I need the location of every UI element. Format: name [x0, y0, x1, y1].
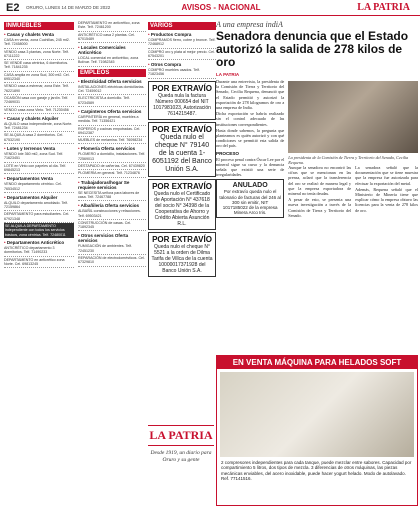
article-column: [288, 79, 418, 220]
classified-ad: ELECTRICISTA a domicilio. Telf. 67234589: [78, 95, 146, 107]
classifieds-column-3: [148, 20, 216, 422]
classified-ad: CONSTRUCCIÓN de casas. Cel. 71892345: [78, 220, 146, 232]
classifieds-column-1: [4, 20, 74, 510]
classified-ad: SE NECESITA señora para labores de casa. Telf. 72467788: [78, 190, 146, 202]
article-subcolumns: [288, 165, 418, 219]
article-column: [216, 79, 284, 220]
classified-ad: VENDO casa zona Vinto. Telf. 71230456: [4, 107, 74, 114]
page-header: [0, 0, 420, 16]
classified-ad: COMPRO muebles usados. Telf. 71823456: [148, 67, 216, 79]
classified-ad: SE VENDE casa céntrica, 6 dormitorios. Telf. 71841235: [4, 60, 74, 72]
classified-ad: COMPRAMOS fierro, cobre y bronce. Telf. 72468912: [148, 37, 216, 49]
issue-date: ORURO, LUNES 14 DE MARZO DE 2022: [26, 5, 111, 10]
subcategory-heading: • Departamentos Anticrético: [4, 240, 74, 245]
classified-ad: DEPARTAMENTO para estudiantes. Cel. 67921348: [4, 211, 74, 223]
article-paragraph: Durante una entrevista, la presidenta de la Comisión de Tierra y Territorio del Senado, Cecilia Requena, denunció que el Estado permitió y autorizó la exportación de 278 kilogramos de oro a una empresa de India.: [216, 79, 285, 111]
category-varios: VARIOS: [148, 22, 216, 30]
notice-title: POR EXTRAVÍO: [152, 83, 212, 93]
article-paragraph: El proceso penal contra Óscar Lee por el mineral sigue su curso y la denuncia señala que existió una serie de irregularidades.: [216, 156, 285, 178]
article-subheading: PROCESO: [216, 150, 239, 156]
classified-ad: ALQUILO casa independiente, zona Norte. Telf. 72481234: [4, 121, 74, 133]
classified-ad: COMPRO oro y plata al mejor precio. Cel. 67543201: [148, 49, 216, 61]
classified-ad: CARPINTERÍA en general, muebles a medida. Telf. 71356421: [78, 114, 146, 126]
article-paragraph: Además, Requena señaló que el Ministerio de Minería tiene que explicar cómo la empresa obtuvo las licencias para la venta de 278 kilos de oro.: [355, 186, 418, 213]
subcategory-heading: • Casas y chalets Alquiler: [4, 116, 74, 121]
notice-title: POR EXTRAVÍO: [152, 124, 212, 134]
newspaper-promo: [148, 425, 214, 505]
classified-ad: VENDO casa a estrenar, zona Este. Telf. 76221890: [4, 83, 74, 95]
subcategory-heading: • Albañilería Oferta servicios: [78, 203, 146, 208]
subcategory-heading: • Departamentos Venta: [4, 176, 74, 181]
ad-title: EN VENTA MÁQUINA PARA HELADOS SOFT: [217, 356, 417, 369]
article-column: [355, 165, 418, 219]
article-body: [216, 79, 418, 220]
classified-ad: LOCAL comercial en anticrético, zona Bolívar. Telf. 71982345: [78, 55, 146, 67]
promo-logo: LA PATRIA: [148, 425, 214, 446]
newspaper-brand: LA PATRIA: [357, 2, 410, 13]
extravio-notice: [148, 122, 216, 177]
highlighted-ad: SE ALQUILA DEPARTAMENTO independiente con todos los servicios básicos, zona céntrica. Telf. 72480011: [4, 223, 74, 238]
notice-body: Por extravío queda nulo el talonario de facturas del 246 al 300 sin emitir, NIT 1017185022 de la empresa Minera Arco Iris.: [219, 189, 281, 216]
article-paragraph: A pesar de esto, se presenta una nueva investigación a través de la Comisión de Tierra y Territorio del Senado.: [288, 197, 352, 218]
classified-ad: DEPARTAMENTO en anticrético, zona Este. Telf. 72461200: [78, 20, 146, 32]
notice-body: Queda nula la factura Número 000654 del NIT 1017981023, Autorización 7614215487.: [153, 92, 211, 117]
subcategory-heading: • Electricidad Oferta servicios: [78, 79, 146, 84]
classified-ad: ALQUILO departamento amoblado. Telf. 72159864: [4, 200, 74, 212]
subcategory-heading: • Carpinteros Oferta servicios: [78, 109, 146, 114]
classified-ad: SE ALQUILA casa 2 dormitorios. Cel. 67532190: [4, 132, 74, 144]
classified-ad: OCASIÓN casa con garaje y jardín. Telf. 72469031: [4, 95, 74, 107]
classified-ad: PLOMERÍA en general. Telf. 71234876: [78, 170, 146, 177]
notice-title: ANULADO: [232, 182, 268, 190]
subcategory-heading: • Plomería Oferta servicios: [78, 146, 146, 151]
classified-ad: ANTICRÉTICO departamento 3 dormitorios. Telf. 71490233: [4, 245, 74, 257]
classified-ad: PLOMERO a domicilio, instalaciones. Telf. 72569013: [78, 151, 146, 163]
article-paragraph: Hasta donde sabemos, la pregunta que planteamos es quién autorizó y con qué condiciones se permitió esta salida de oro del país.: [216, 127, 285, 149]
machine-photo: [220, 372, 414, 457]
classified-ad: REPARACIÓN de electrodomésticos. Cel. 67329810: [78, 255, 146, 267]
classified-ad: ROPEROS y cocinas empotradas. Cel. 69412387: [78, 126, 146, 138]
classified-ad: DESTAPADO de cañerías. Cel. 67439820: [78, 163, 146, 170]
ad-description: 2 compresores independientes para cada tanque, puede mezclar entre sabores. Capacidad por compartimiento 5 litros, dos tipos de mezcla. 3 diferencias de otros máquinas, las piezas mecánicas enviables, del acero inoxidable, puede hacer yogurt helado. Modo de autolavado. Ref. 77141516.: [221, 460, 412, 481]
article-byline: LA PATRIA: [216, 72, 240, 77]
subcategory-heading: • Locales Comerciales Anticrético: [78, 45, 146, 55]
subcategory-heading: • Otros Compra: [148, 62, 216, 67]
subcategory-heading: • Departamentos Alquiler: [4, 195, 74, 200]
extravio-notice: [148, 232, 216, 277]
classified-ad: VENDO casa 3 plantas, zona Norte. Telf. 67111222: [4, 49, 74, 61]
subcategory-heading: • Lotes y terrenos Venta: [4, 146, 74, 151]
main-article: [216, 20, 418, 352]
classified-ad: INSTALACIONES eléctricas domiciliarias. Cel. 72459012: [78, 84, 146, 96]
photo-caption: La presidenta de la Comisión de Tierra y Territorio del Senado, Cecilia Requena.: [288, 155, 409, 165]
ice-cream-machine-ad: [216, 355, 418, 506]
classified-ad: CASA amplia en zona Sud, 300 mt2. Cel. 69512340: [4, 72, 74, 84]
subcategory-heading: • Productos Compra: [148, 32, 216, 37]
category-empleos: EMPLEOS: [78, 69, 146, 77]
extravio-notice: [148, 179, 216, 230]
classified-ad: VENDO lote 360 mt2, zona Sud. Telf. 71623451: [4, 151, 74, 163]
subcategory-heading: • Casas y chalets Venta: [4, 32, 74, 37]
classified-ad: VENDO departamento céntrico. Cel. 76534512: [4, 181, 74, 193]
classified-ad: CASA en venta, zona Cuchillas, 245 mt2. Telf. 72458000: [4, 37, 74, 49]
subcategory-heading: • Trabajadoras/hogar Se requiere servicios: [78, 180, 146, 190]
notice-title: POR EXTRAVÍO: [152, 181, 212, 191]
article-kicker: A una empresa indiA: [216, 20, 283, 29]
notice-title: POR EXTRAVÍO: [152, 234, 212, 244]
article-column: [288, 165, 351, 219]
classifieds-column-2: [78, 20, 146, 510]
section-title: AVISOS - NACIONAL: [181, 3, 261, 12]
page-number: E2: [6, 1, 20, 14]
extravio-notice: [148, 81, 216, 120]
classified-ad: ALBAÑIL construcciones y refacciones. Telf. 69503421: [78, 208, 146, 220]
article-headline: Senadora denuncia que el Estado autorizó la salida de 278 kilos de oro: [216, 29, 409, 69]
article-paragraph: La senadora señaló que la documentación que se tiene muestra que la empresa fue autorizada para efectuar la exportación del metal.: [355, 165, 418, 186]
classified-ad: ANTICRÉTICO casa 2 plantas. Cel. 67015489: [78, 32, 146, 44]
notice-body: Queda nulo el cheque N° 79140 de la cuenta 1-6051192 del Banco Unión S.A.: [152, 133, 212, 173]
classified-ad: FUMIGACIÓN de ambientes. Telf. 72451230: [78, 243, 146, 255]
anulado-notice: [216, 179, 284, 218]
classified-ad: DEPARTAMENTO en anticrético zona Norte. Cel. 69813245: [4, 257, 74, 269]
category-inmuebles: INMUEBLES: [4, 22, 74, 30]
senator-photo: [288, 81, 418, 153]
article-paragraph: Dicha exportación se habría realizado sin el control adecuado de las instituciones correspondientes.: [216, 111, 285, 127]
notice-body: Queda nulo el Certificado de Aportación N° 437618 del socio N° 34398 de la Cooperativa de Ahorro y Crédito Abierta Asunción R.L.: [153, 190, 211, 227]
promo-slogan: Desde 1919, un diario para Oruro y su gente: [150, 450, 212, 463]
classified-ad: MUEBLES de melamina. Telf. 76098234: [78, 137, 146, 144]
subcategory-heading: • Otros servicios Oferta servicios: [78, 233, 146, 243]
classified-ad: LOTE en Vinto con papeles al día. Telf. 69845213: [4, 163, 74, 175]
notice-body: Queda nulo el cheque N° 5521 a la orden de Dilma Tarifa de Villca de la cuenta 10000017371928 del Banco Unión S.A.: [151, 243, 213, 274]
article-paragraph: Aunque la senadora no encontró las cifras que se mencionan en las prensa, aclaró que la transferencia del oro se realizó de manera legal y que la empresa exportadora de mineral no tenía deudas.: [288, 165, 352, 197]
